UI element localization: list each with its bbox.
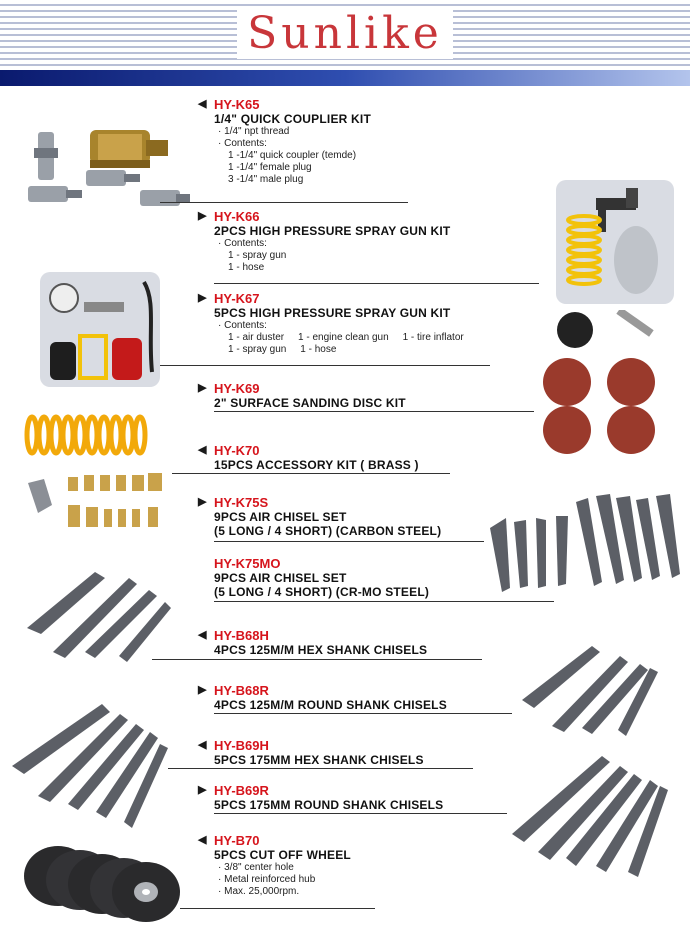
product-hy-b69h <box>198 738 424 767</box>
divider <box>168 768 473 769</box>
product-detail: · Contents: <box>218 320 267 331</box>
product-code <box>198 97 371 112</box>
product-code-text: HY-B70 <box>214 833 260 848</box>
product-code <box>198 443 419 458</box>
product-code-text: HY-K75S <box>214 495 269 510</box>
spray-gun-kit-photo <box>556 180 674 304</box>
product-code-text: HY-B68H <box>214 628 269 643</box>
product-code <box>198 738 424 753</box>
product-hy-k66 <box>198 209 450 274</box>
divider <box>180 908 375 909</box>
product-title: 1/4" QUICK COUPLIER KIT <box>214 112 371 126</box>
product-title: 2" SURFACE SANDING DISC KIT <box>214 396 406 410</box>
product-hy-k75s <box>198 495 441 538</box>
product-title: 5PCS 175MM HEX SHANK CHISELS <box>214 753 424 767</box>
product-code-text: HY-B69R <box>214 783 269 798</box>
product-title: 9PCS AIR CHISEL SET <box>214 510 347 524</box>
product-detail: · 3/8" center hole <box>218 862 294 873</box>
product-title: (5 LONG / 4 SHORT) (CR-MO STEEL) <box>214 585 430 599</box>
red-cup-icon <box>112 338 142 380</box>
round-shank-chisels-175-photo <box>510 752 675 877</box>
divider <box>152 659 482 660</box>
product-detail: · Max. 25,000rpm. <box>218 886 300 897</box>
sanding-disc-kit-photo <box>535 310 685 455</box>
brand-logo <box>0 6 690 62</box>
product-content-item: 1 - hose <box>228 262 265 273</box>
product-title: 15PCS ACCESSORY KIT ( BRASS ) <box>214 458 419 472</box>
product-title: 4PCS 125M/M HEX SHANK CHISELS <box>214 643 428 657</box>
product-title: 4PCS 125M/M ROUND SHANK CHISELS <box>214 698 447 712</box>
product-code-text: HY-K67 <box>214 291 260 306</box>
coupler-kit-photo <box>18 118 193 223</box>
product-code <box>198 783 443 798</box>
divider <box>172 473 450 474</box>
product-code <box>198 556 429 571</box>
black-cup-icon <box>50 342 76 380</box>
product-detail: · Contents: <box>218 238 267 249</box>
product-content-row <box>198 332 464 344</box>
hex-shank-chisels-175-photo <box>10 700 170 828</box>
product-hy-k75mo <box>198 556 429 599</box>
product-content-item: 1 -1/4" quick coupler (temde) <box>228 150 357 161</box>
accessory-kit-photo <box>18 405 168 535</box>
arrow-right-icon: ▶ <box>198 684 207 696</box>
product-code <box>198 209 450 224</box>
chisel-icon <box>12 704 168 828</box>
disc-icon <box>543 358 591 406</box>
product-code <box>198 495 441 510</box>
product-content-item: 1 - air duster <box>228 332 285 343</box>
product-hy-b69r <box>198 783 443 812</box>
product-title: 5PCS 175MM ROUND SHANK CHISELS <box>214 798 444 812</box>
header-band <box>0 0 690 70</box>
arrow-right-icon: ▶ <box>198 784 207 796</box>
product-content-item: 1 - spray gun <box>228 250 287 261</box>
divider <box>214 713 512 714</box>
gauge-icon <box>50 284 78 312</box>
product-code-text: HY-K75MO <box>214 556 281 571</box>
product-hy-k67 <box>198 291 464 356</box>
product-hy-k70 <box>198 443 419 472</box>
spray-gun-5pc-photo <box>40 272 160 387</box>
product-code <box>198 683 447 698</box>
brass-fittings-icon <box>68 473 162 527</box>
product-code-text: HY-B68R <box>214 683 269 698</box>
arrow-left-icon: ◀ <box>198 98 207 110</box>
backing-pad-icon <box>557 312 593 348</box>
product-code-text: HY-B69H <box>214 738 269 753</box>
divider <box>214 541 484 542</box>
product-content-item: 3 -1/4" male plug <box>228 174 304 185</box>
divider <box>214 411 534 412</box>
cut-off-wheel-photo <box>12 838 182 926</box>
product-detail: · Metal reinforced hub <box>218 874 316 885</box>
divider <box>160 202 408 203</box>
product-hy-b68r <box>198 683 447 712</box>
product-code-text: HY-K65 <box>214 97 260 112</box>
brand-name: Sunlike <box>237 8 453 59</box>
chisel-icon <box>27 572 171 662</box>
product-content-item: 1 - engine clean gun <box>298 332 389 343</box>
chisel-icon <box>512 756 668 877</box>
product-title: 5PCS HIGH PRESSURE SPRAY GUN KIT <box>214 306 451 320</box>
arrow-right-icon: ▶ <box>198 292 207 304</box>
product-code <box>198 628 427 643</box>
air-blow-gun-icon <box>28 479 52 513</box>
product-code <box>198 833 351 848</box>
divider <box>160 365 490 366</box>
product-hy-b68h <box>198 628 427 657</box>
round-shank-chisels-125-photo <box>520 642 670 737</box>
chisel-icon <box>490 494 680 592</box>
arrow-left-icon: ◀ <box>198 444 207 456</box>
chisel-icon <box>522 646 658 736</box>
arrow-right-icon: ▶ <box>198 210 207 222</box>
product-code-text: HY-K69 <box>214 381 260 396</box>
product-content-item: 1 - hose <box>300 344 337 355</box>
cut-off-wheel-icon <box>24 846 180 922</box>
divider <box>214 813 507 814</box>
product-detail: · Contents: <box>218 138 267 149</box>
hex-shank-chisels-125-photo <box>25 568 175 663</box>
coil-hose-icon <box>27 417 145 453</box>
product-title: 2PCS HIGH PRESSURE SPRAY GUN KIT <box>214 224 451 238</box>
product-code <box>198 381 406 396</box>
arrow-right-icon: ▶ <box>198 496 207 508</box>
product-code-text: HY-K70 <box>214 443 260 458</box>
product-content-item: 1 - tire inflator <box>402 332 464 343</box>
header-blue-bar <box>0 70 690 86</box>
arrow-left-icon: ◀ <box>198 834 207 846</box>
product-hy-b70 <box>198 833 351 898</box>
brass-coupler-icon <box>90 130 168 168</box>
product-content-row <box>198 344 464 356</box>
product-content-item: 1 -1/4" female plug <box>228 162 312 173</box>
product-code <box>198 291 464 306</box>
product-hy-k65 <box>198 97 371 186</box>
chisel-set-9pc-photo <box>484 488 684 598</box>
product-detail: · 1/4" npt thread <box>218 126 290 137</box>
arrow-left-icon: ◀ <box>198 629 207 641</box>
product-content-item: 1 - spray gun <box>228 344 287 355</box>
divider <box>214 601 554 602</box>
product-hy-k69 <box>198 381 406 410</box>
product-title: 9PCS AIR CHISEL SET <box>214 571 347 585</box>
product-code-text: HY-K66 <box>214 209 260 224</box>
arrow-left-icon: ◀ <box>198 739 207 751</box>
product-title: 5PCS CUT OFF WHEEL <box>214 848 351 862</box>
product-title: (5 LONG / 4 SHORT) (CARBON STEEL) <box>214 524 442 538</box>
divider <box>214 283 539 284</box>
arrow-right-icon: ▶ <box>198 382 207 394</box>
